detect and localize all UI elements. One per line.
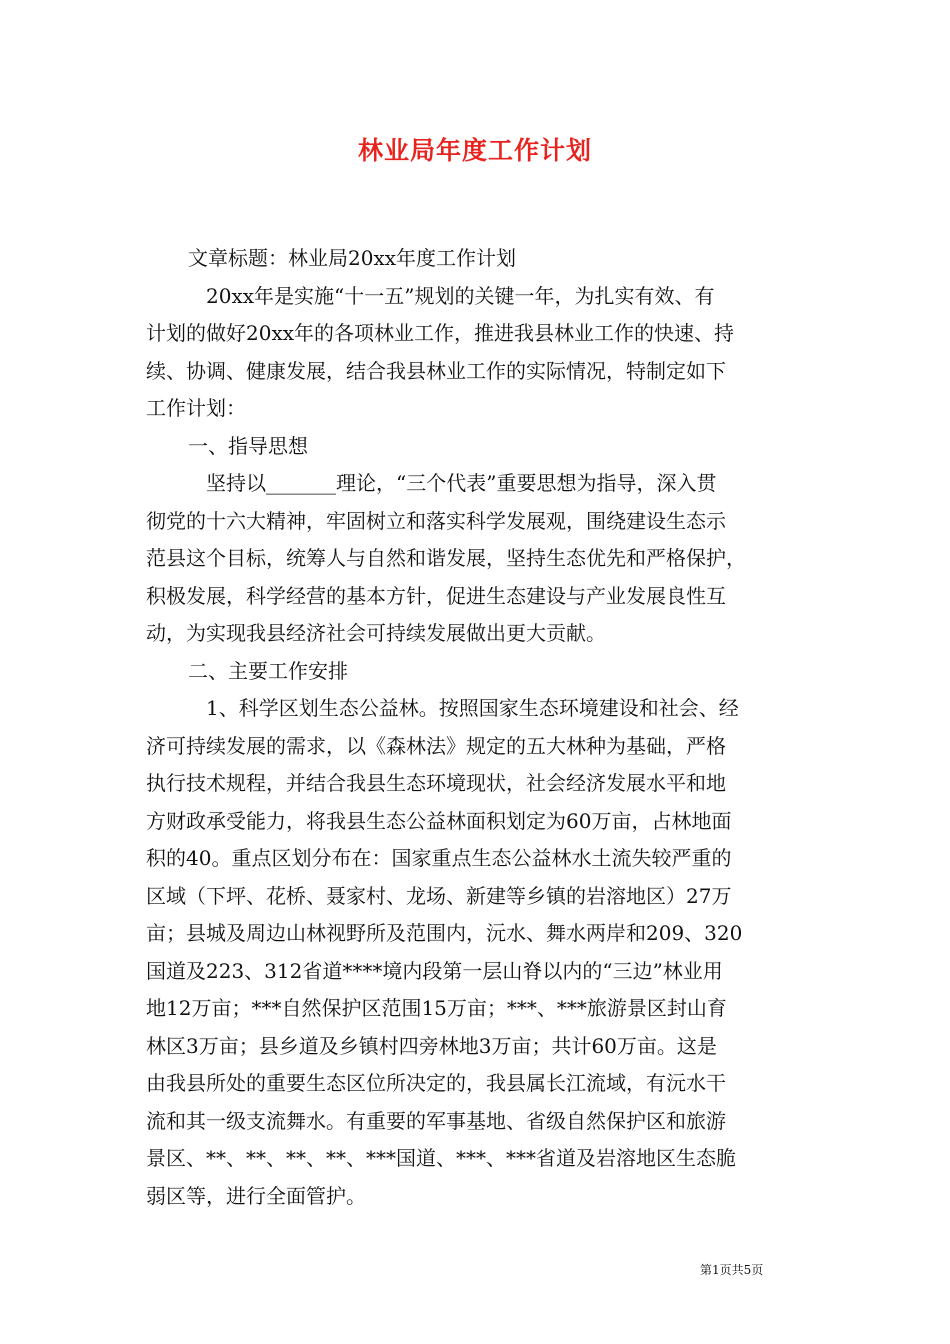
paragraph-line: 动，为实现我县经济社会可持续发展做出更大贡献。 <box>146 621 606 645</box>
paragraph-line: 国道及223、312省道****境内段第一层山脊以内的“三边”林业用 <box>146 958 723 983</box>
paragraph-line: 20xx年是实施“十一五”规划的关键一年，为扎实有效、有 <box>206 283 715 308</box>
paragraph-line: 坚持以_______理论，“三个代表”重要思想为指导，深入贯 <box>206 471 717 495</box>
paragraph-line: 地12万亩；***自然保护区范围15万亩；***、***旅游景区封山育 <box>146 996 727 1020</box>
section-heading-guiding-ideology: 一、指导思想 <box>188 433 308 458</box>
section-heading-main-work: 二、主要工作安排 <box>188 658 348 683</box>
paragraph-line: 彻党的十六大精神，牢固树立和落实科学发展观，围绕建设生态示 <box>146 508 726 533</box>
paragraph-line: 亩；县城及周边山林视野所及范围内，沅水、舞水两岸和209、320 <box>146 921 743 945</box>
paragraph-line: 计划的做好20xx年的各项林业工作，推进我县林业工作的快速、持 <box>146 321 735 345</box>
article-title-line: 文章标题：林业局20xx年度工作计划 <box>188 246 517 270</box>
paragraph-line: 执行技术规程，并结合我县生态环境现状，社会经济发展水平和地 <box>146 771 726 795</box>
paragraph-line: 由我县所处的重要生态区位所决定的，我县属长江流域，有沅水干 <box>146 1071 726 1095</box>
paragraph-line: 济可持续发展的需求，以《森林法》规定的五大林种为基础，严格 <box>146 733 726 758</box>
document-title: 林业局年度工作计划 <box>357 136 592 165</box>
paragraph-line: 区域（下坪、花桥、聂家村、龙场、新建等乡镇的岩溶地区）27万 <box>146 883 732 908</box>
page-indicator: 第1页共5页 <box>700 1263 764 1277</box>
paragraph-line: 方财政承受能力，将我县生态公益林面积划定为60万亩，占林地面 <box>146 808 732 833</box>
paragraph-line: 景区、**、**、**、**、***国道、***、***省道及岩溶地区生态脆 <box>146 1146 736 1170</box>
paragraph-line: 续、协调、健康发展，结合我县林业工作的实际情况，特制定如下 <box>146 358 726 383</box>
paragraph-line: 积极发展，科学经营的基本方针，促进生态建设与产业发展良性互 <box>146 583 726 608</box>
paragraph-line: 积的40。重点区划分布在：国家重点生态公益林水土流失较严重的 <box>146 846 732 870</box>
paragraph-line: 林区3万亩；县乡道及乡镇村四旁林地3万亩；共计60万亩。这是 <box>146 1033 717 1058</box>
paragraph-line: 工作计划： <box>146 396 246 420</box>
paragraph-line: 弱区等，进行全面管护。 <box>146 1183 366 1208</box>
paragraph-line: 1、科学区划生态公益林。按照国家生态环境建设和社会、经 <box>206 696 739 720</box>
document-body <box>146 240 806 1215</box>
paragraph-line: 流和其一级支流舞水。有重要的军事基地、省级自然保护区和旅游 <box>146 1108 726 1133</box>
paragraph-line: 范县这个目标，统筹人与自然和谐发展，坚持生态优先和严格保护， <box>146 546 746 570</box>
